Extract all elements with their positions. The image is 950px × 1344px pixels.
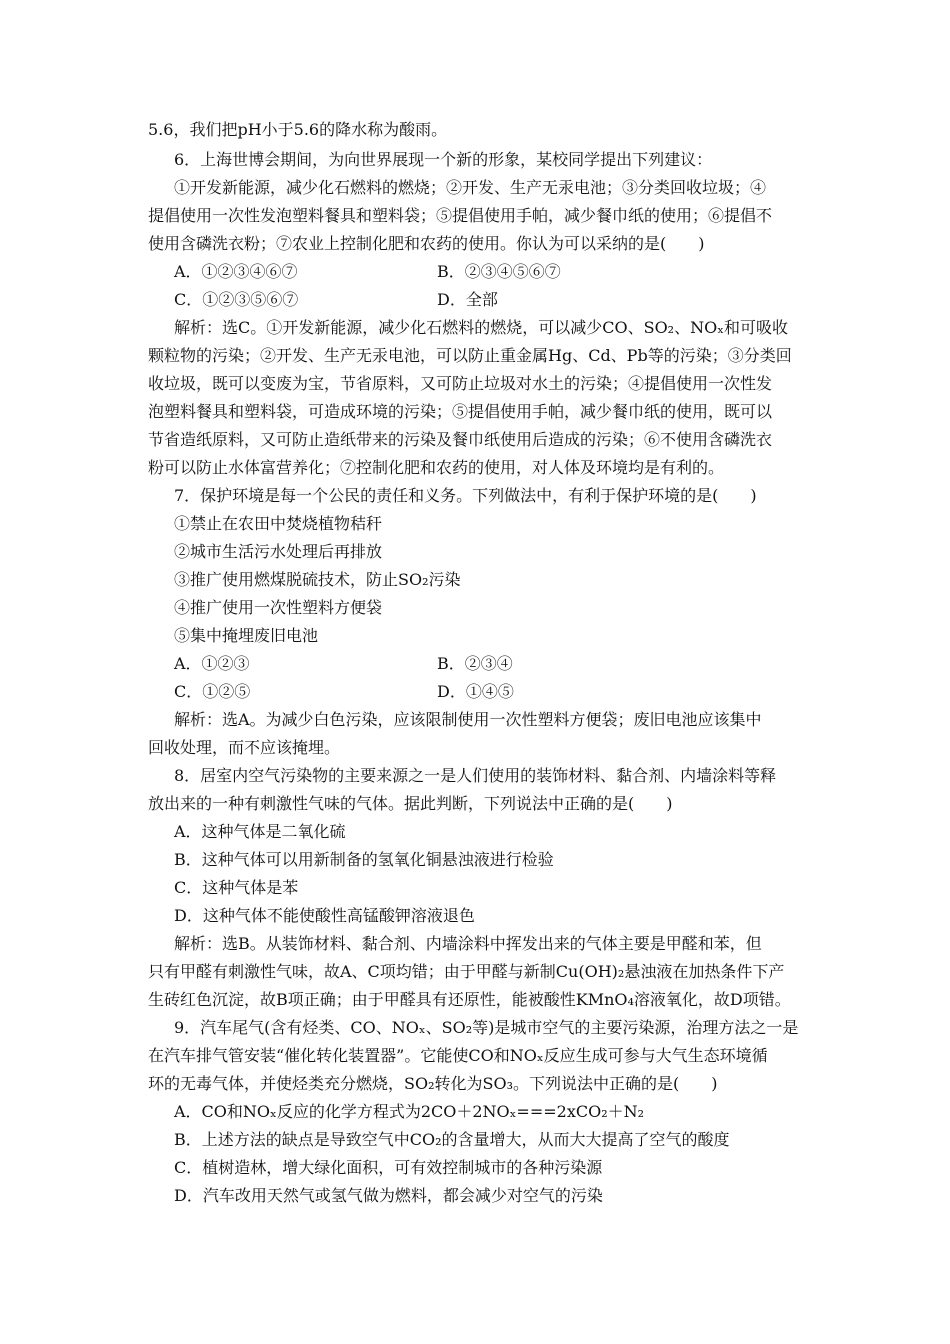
text-line: 收垃圾，既可以变废为宝，节省原料，又可防止垃圾对水土的污染；④提倡使用一次性发 bbox=[148, 374, 773, 393]
question-6-stem: 6．上海世博会期间，为向世界展现一个新的形象，某校同学提出下列建议： bbox=[174, 150, 713, 169]
text-line: 使用含磷洗衣粉；⑦农业上控制化肥和农药的使用。你认为可以采纳的是( ) bbox=[148, 234, 705, 253]
question-8-stem: 8．居室内空气污染物的主要来源之一是人们使用的装饰材料、黏合剂、内墙涂料等释 bbox=[174, 766, 777, 785]
option-b: B．这种气体可以用新制备的氢氧化铜悬浊液进行检验 bbox=[174, 850, 554, 869]
option-d: D．全部 bbox=[437, 290, 498, 309]
text-line: 提倡使用一次性发泡塑料餐具和塑料袋；⑤提倡使用手帕，减少餐巾纸的使用；⑥提倡不 bbox=[148, 206, 773, 225]
option-a: A．CO和NOₓ反应的化学方程式为2CO＋2NOₓ===2xCO₂＋N₂ bbox=[174, 1102, 645, 1121]
analysis-line: 解析：选C。①开发新能源，减少化石燃料的燃烧，可以减少CO、SO₂、NOₓ和可吸收 bbox=[174, 318, 788, 337]
list-item: ⑤集中掩埋废旧电池 bbox=[174, 626, 319, 645]
option-c: C．①②③⑤⑥⑦ bbox=[174, 290, 299, 309]
list-item: ③推广使用燃煤脱硫技术，防止SO₂污染 bbox=[174, 570, 461, 589]
option-a: A．①②③ bbox=[174, 654, 250, 673]
text-line: 泡塑料餐具和塑料袋，可造成环境的污染；⑤提倡使用手帕，减少餐巾纸的使用，既可以 bbox=[148, 402, 773, 421]
option-b: B．上述方法的缺点是导致空气中CO₂的含量增大，从而大大提高了空气的酸度 bbox=[174, 1130, 730, 1149]
text-line: 颗粒物的污染；②开发、生产无汞电池，可以防止重金属Hg、Cd、Pb等的污染；③分类回 bbox=[148, 346, 792, 365]
option-a: A．这种气体是二氧化硫 bbox=[174, 822, 346, 841]
option-b: B．②③④⑤⑥⑦ bbox=[437, 262, 561, 281]
text-line: 节省造纸原料，又可防止造纸带来的污染及餐巾纸使用后造成的污染；⑥不使用含磷洗衣 bbox=[148, 430, 773, 449]
text-line: 5.6，我们把pH小于5.6的降水称为酸雨。 bbox=[148, 120, 448, 139]
option-c: C．①②⑤ bbox=[174, 682, 251, 701]
option-c: C．这种气体是苯 bbox=[174, 878, 299, 897]
question-9-stem: 9．汽车尾气(含有烃类、CO、NOₓ、SO₂等)是城市空气的主要污染源，治理方法之一是 bbox=[174, 1018, 799, 1037]
question-7-stem: 7．保护环境是每一个公民的责任和义务。下列做法中，有利于保护环境的是( ) bbox=[174, 486, 757, 505]
text-line: 粉可以防止水体富营养化；⑦控制化肥和农药的使用，对人体及环境均是有利的。 bbox=[148, 458, 725, 477]
option-b: B．②③④ bbox=[437, 654, 513, 673]
list-item: ②城市生活污水处理后再排放 bbox=[174, 542, 383, 561]
list-item: ④推广使用一次性塑料方便袋 bbox=[174, 598, 383, 617]
text-line: 在汽车排气管安装“催化转化装置器”。它能使CO和NOₓ反应生成可参与大气生态环境循 bbox=[148, 1046, 768, 1065]
text-line: 放出来的一种有刺激性气味的气体。据此判断，下列说法中正确的是( ) bbox=[148, 794, 673, 813]
option-d: D．这种气体不能使酸性高锰酸钾溶液退色 bbox=[174, 906, 475, 925]
option-c: C．植树造林，增大绿化面积，可有效控制城市的各种污染源 bbox=[174, 1158, 603, 1177]
text-line: 生砖红色沉淀，故B项正确；由于甲醛具有还原性，能被酸性KMnO₄溶液氧化，故D项错。 bbox=[148, 990, 791, 1009]
list-item: ①禁止在农田中焚烧植物秸秆 bbox=[174, 514, 383, 533]
text-line: 只有甲醛有刺激性气味，故A、C项均错；由于甲醛与新制Cu(OH)₂悬浊液在加热条件下产 bbox=[148, 962, 785, 981]
option-d: D．①④⑤ bbox=[437, 682, 514, 701]
text-line: 回收处理，而不应该掩埋。 bbox=[148, 738, 341, 757]
analysis-line: 解析：选B。从装饰材料、黏合剂、内墙涂料中挥发出来的气体主要是甲醛和苯，但 bbox=[174, 934, 762, 953]
option-a: A．①②③④⑥⑦ bbox=[174, 262, 298, 281]
text-line: ①开发新能源，减少化石燃料的燃烧；②开发、生产无汞电池；③分类回收垃圾；④ bbox=[174, 178, 767, 197]
text-line: 环的无毒气体，并使烃类充分燃烧，SO₂转化为SO₃。下列说法中正确的是( ) bbox=[148, 1074, 718, 1093]
option-d: D．汽车改用天然气或氢气做为燃料，都会减少对空气的污染 bbox=[174, 1186, 603, 1205]
analysis-line: 解析：选A。为减少白色污染，应该限制使用一次性塑料方便袋；废旧电池应该集中 bbox=[174, 710, 762, 729]
